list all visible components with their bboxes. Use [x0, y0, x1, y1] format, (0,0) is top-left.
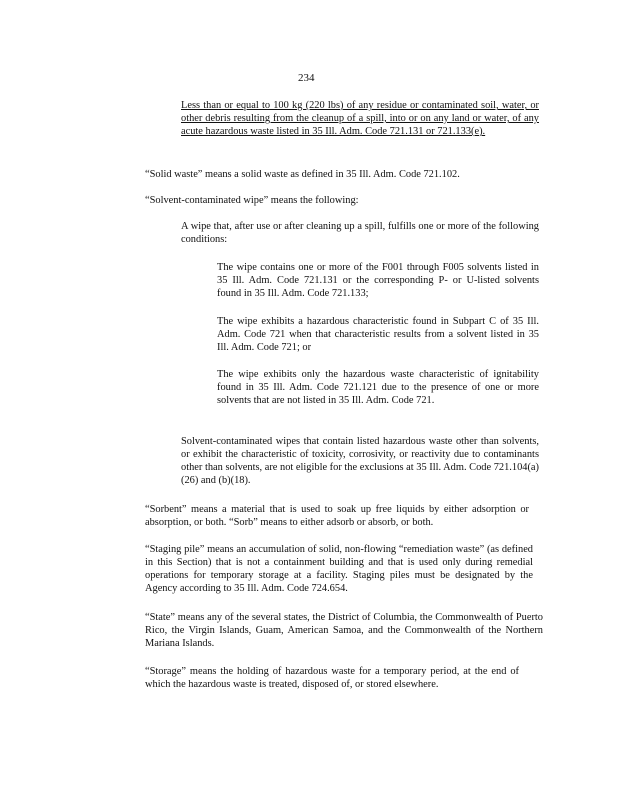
definition-sorbent: “Sorbent” means a material that is used to soak up free liquids by either adsorption or absorption, or both. “Sorb” means to either adsorb or absorb, or both. [145, 504, 529, 528]
definition-solvent-contaminated-wipe: “Solvent-contaminated wipe” means the following: [145, 195, 359, 206]
definition-storage: “Storage” means the holding of hazardous waste for a temporary period, at the end of which the hazardous waste is treated, disposed of, or stored elsewhere. [145, 666, 519, 690]
wipe-intro-paragraph: A wipe that, after use or after cleaning up a spill, fulfills one or more of the following conditions: [181, 221, 539, 245]
paragraph-underlined-item: Less than or equal to 100 kg (220 lbs) of any residue or contaminated soil, water, or other debris resulting from the cleanup of a spill, into or on any land or water, of any acute hazardous waste listed in 35 Ill. Adm. Code 721.131 or 721.133(e). [181, 100, 539, 137]
definition-solid-waste: “Solid waste” means a solid waste as defined in 35 Ill. Adm. Code 721.102. [145, 169, 460, 180]
wipe-exclusion-paragraph: Solvent-contaminated wipes that contain listed hazardous waste other than solvents, or exhibit the characteristic of toxicity, corrosivity, or reactivity due to contaminants other than solvents, are not eligible for the exclusions at 35 Ill. Adm. Code 721.104(a)(26) and (b)(18). [181, 436, 539, 486]
definition-staging-pile: “Staging pile” means an accumulation of solid, non-flowing “remediation waste” (as defined in this Section) that is not a containment building and that is used only during remedial operations for temporary storage at a facility. Staging piles must be designated by the Agency according to 35 Ill. Adm. Code 724.654. [145, 544, 533, 594]
wipe-condition-3: The wipe exhibits only the hazardous waste characteristic of ignitability found in 35 Ill. Adm. Code 721.121 due to the presence of one or more solvents that are not listed in 35 Ill. Adm. Code 721. [217, 369, 539, 406]
page-number: 234 [298, 72, 315, 84]
definition-state: “State” means any of the several states, the District of Columbia, the Commonwealth of Puerto Rico, the Virgin Islands, Guam, American Samoa, and the Commonwealth of the Northern Mariana Islands. [145, 612, 543, 649]
wipe-condition-1: The wipe contains one or more of the F001 through F005 solvents listed in 35 Ill. Adm. Code 721.131 or the corresponding P- or U-listed solvents found in 35 Ill. Adm. Code 721.133; [217, 262, 539, 299]
wipe-condition-2: The wipe exhibits a hazardous characteristic found in Subpart C of 35 Ill. Adm. Code 721 when that characteristic results from a solvent listed in 35 Ill. Adm. Code 721; or [217, 316, 539, 353]
